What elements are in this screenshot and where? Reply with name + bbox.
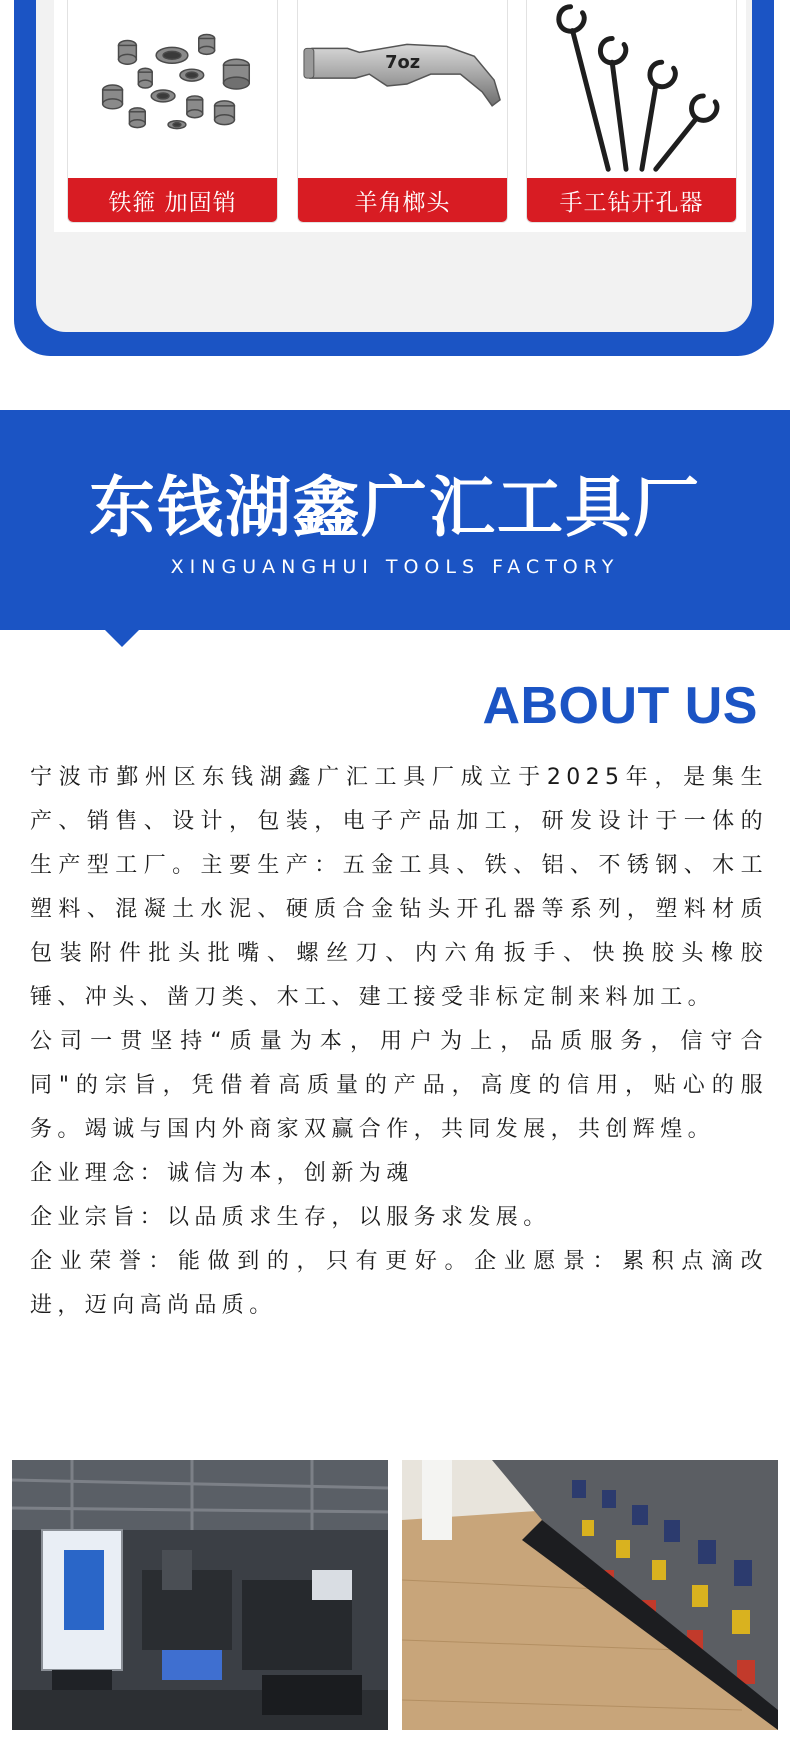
about-paragraph-concept: 企业理念：诚信为本，创新为魂 (30, 1161, 414, 1186)
product-card-claw-hammer[interactable] (297, 0, 508, 223)
banner-pointer-triangle (105, 630, 139, 647)
product-row (54, 0, 746, 232)
product-card-iron-hoop[interactable] (67, 0, 278, 223)
product-label: 羊角榔头 (298, 178, 507, 222)
product-label: 手工钻开孔器 (527, 178, 736, 222)
tool-showroom-photo (402, 1460, 778, 1730)
about-body (30, 756, 768, 1328)
product-card-hand-drill[interactable] (526, 0, 737, 223)
factory-workshop-photo (12, 1460, 388, 1730)
company-name-english: XINGUANGHUI TOOLS FACTORY (170, 556, 620, 578)
hammer-weight-mark: 7oz (385, 52, 421, 74)
iron-hoop-pins-image (68, 0, 277, 178)
company-name: 东钱湖鑫广汇工具厂 (89, 469, 701, 546)
claw-hammer-image (298, 0, 507, 178)
product-label: 铁箍 加固销 (68, 178, 277, 222)
hand-drill-hole-opener-image (527, 0, 736, 178)
about-paragraph-philosophy: 公司一贯坚持“质量为本，用户为上，品质服务，信守合同"的宗旨，凭借着高质量的产品，高度的信用，贴心的服务。竭诚与国内外商家双赢合作，共同发展，共创辉煌。 (30, 1029, 768, 1142)
about-paragraph-purpose: 企业宗旨：以品质求生存，以服务求发展。 (30, 1205, 551, 1230)
about-paragraph-intro: 宁波市鄞州区东钱湖鑫广汇工具厂成立于2025年，是集生产、销售、设计，包装，电子产品加工，研发设计于一体的生产型工厂。主要生产：五金工具、铁、铝、不锈钢、木工塑料、混凝土水泥、硬质合金钻头开孔器等系列，塑料材质包装附件批头批嘴、螺丝刀、内六角扳手、快换胶头橡胶锤、冲头、凿刀类、木工、建工接受非标定制来料加工。 (30, 765, 768, 1010)
about-heading: ABOUT US (482, 677, 758, 735)
company-banner (0, 410, 790, 630)
about-paragraph-honor: 企业荣誉：能做到的，只有更好。企业愿景：累积点滴改进，迈向高尚品质。 (30, 1249, 768, 1318)
